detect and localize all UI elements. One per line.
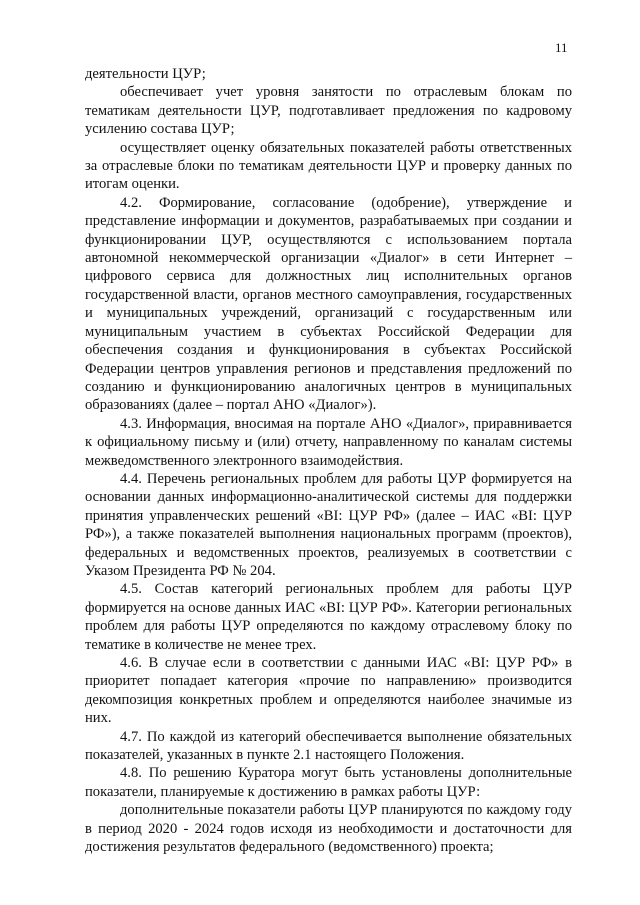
- page-number: 11: [555, 40, 568, 55]
- paragraph-4-2: 4.2. Формирование, согласование (одобрение), утверждение и представление информации и документов, разрабатываемых при создании и функционировании ЦУР, осуществляются с использованием портала автономной некоммерческой организации «Диалог» в сети Интернет – цифрового сервиса для должностных лиц исполнительных органов государственной власти, органов местного самоуправления, государственных и муниципальных учреждений, организаций с государственным или муниципальным участием в субъектах Российской Федерации для обеспечения создания и функционирования в субъектах Российской Федерации центров управления регионов и представления предложений по созданию и функционированию аналогичных центров в муниципальных образованиях (далее – портал АНО «Диалог»).: [85, 194, 572, 414]
- paragraph-4-4: 4.4. Перечень региональных проблем для работы ЦУР формируется на основании данных информационно-аналитической системы для поддержки принятия управленческих решений «BI: ЦУР РФ» (далее – ИАС «BI: ЦУР РФ»), а также показателей выполнения национальных программ (проектов), федеральных и ведомственных проектов, реализуемых в соответствии с Указом Президента РФ № 204.: [85, 470, 572, 579]
- paragraph-4-6: 4.6. В случае если в соответствии с данными ИАС «BI: ЦУР РФ» в приоритет попадает категория «прочие по направлению» производится декомпозиция конкретных проблем и определяются наиболее значимые из них.: [85, 655, 572, 727]
- paragraph-additional-indicators: дополнительные показатели работы ЦУР планируются по каждому году в период 2020 - 2024 годов исходя из необходимости и достаточности для достижения результатов федерального (ведомственного) проекта;: [85, 802, 572, 856]
- paragraph-4-7: 4.7. По каждой из категорий обеспечивается выполнение обязательных показателей, указанных в пункте 2.1 настоящего Положения.: [85, 728, 572, 764]
- paragraph-employment-accounting: обеспечивает учет уровня занятости по отраслевым блокам по тематикам деятельности ЦУР, подготавливает предложения по кадровому усилению состава ЦУР;: [85, 84, 572, 138]
- paragraph-4-8: 4.8. По решению Куратора могут быть установлены дополнительные показатели, планируемые к достижению в рамках работы ЦУР:: [85, 765, 572, 800]
- paragraph-indicator-evaluation: осуществляет оценку обязательных показателей работы ответственных за отраслевые блоки по тематикам деятельности ЦУР и проверку данных по итогам оценки.: [85, 139, 572, 193]
- document-body: [85, 65, 572, 856]
- paragraph-4-5: 4.5. Состав категорий региональных проблем для работы ЦУР формируется на основе данных ИАС «BI: ЦУР РФ». Категории региональных проблем для работы ЦУР определяются по каждому отраслевому блоку по тематике в количестве не менее трех.: [85, 581, 572, 653]
- paragraph-activity-continuation: деятельности ЦУР;: [85, 66, 206, 82]
- paragraph-4-3: 4.3. Информация, вносимая на портале АНО «Диалог», приравнивается к официальному письму и (или) отчету, направленному по каналам системы межведомственного электронного взаимодействия.: [85, 415, 572, 469]
